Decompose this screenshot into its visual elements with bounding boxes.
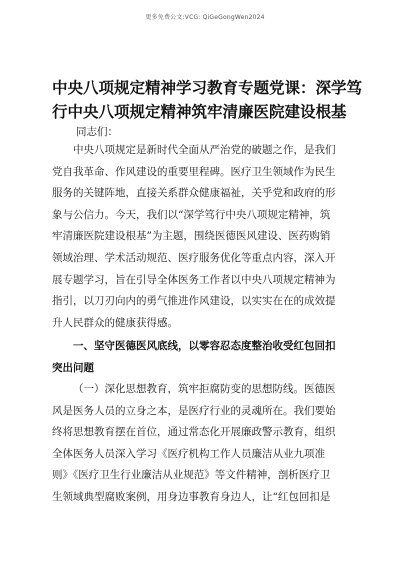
paragraph-line: 服务的关键阵地，直接关系群众健康福祉，关乎党和政府的形	[52, 187, 336, 200]
paragraph-line: 象与公信力。今天，我们以“深学笃行中央八项规定精神，筑	[52, 208, 331, 221]
paragraph-line: 展专题学习，旨在引导全体医务工作者以中央八项规定精神为	[52, 273, 336, 286]
paragraph-line: （一）深化思想教育，筑牢拒腐防变的思想防线。医德医	[73, 383, 336, 395]
watermark-text: 更多免费公文:VCG: QiGeGongWen2024	[145, 14, 265, 21]
intro-paragraph	[52, 140, 364, 334]
paragraph-line: 升人民群众的健康获得感。	[52, 316, 178, 329]
document-title	[52, 76, 362, 124]
heading-line: 突出问题	[52, 362, 94, 374]
paragraph-line: 领域治理、学术活动规范、医疗服务优化等重点内容，深入开	[52, 251, 336, 264]
paragraph-line: 风是医务人员的立身之本，是医疗行业的灵魂所在。我们要始	[52, 404, 336, 417]
paragraph-line: 生领域典型腐败案例，用身边事教育身边人，让“红包回扣是	[52, 490, 331, 503]
paragraph-line: 全体医务人员深入学习《医疗机构工作人员廉洁从业九项准	[52, 447, 325, 460]
paragraph-line: 终将思想教育摆在首位，通过常态化开展廉政警示教育，组织	[52, 426, 336, 439]
title-line-1: 中央八项规定精神学习教育专题党课：深学笃	[52, 78, 363, 97]
paragraph-line: 中央八项规定是新时代全面从严治党的破题之作，是我们	[73, 144, 336, 156]
heading-line: 一、坚守医德医风底线，以零容忍态度整治收受红包回扣	[73, 340, 336, 352]
subsection-paragraph	[52, 379, 364, 509]
salutation: 同志们：	[76, 126, 118, 138]
section-heading	[52, 335, 364, 379]
paragraph-line: 则》《医疗卫生行业廉洁从业规范》等文件精神，剖析医疗卫	[52, 469, 331, 482]
paragraph-line: 党自我革命、作风建设的重要里程碑。医疗卫生领域作为民生	[52, 165, 336, 178]
paragraph-line: 指引，以刀刃向内的勇气推进作风建设，以实实在在的成效提	[52, 295, 336, 308]
paragraph-line: 牢清廉医院建设根基”为主题，围绕医德医风建设、医药购销	[52, 230, 331, 243]
title-line-2: 行中央八项规定精神筑牢清廉医院建设根基	[52, 102, 347, 121]
